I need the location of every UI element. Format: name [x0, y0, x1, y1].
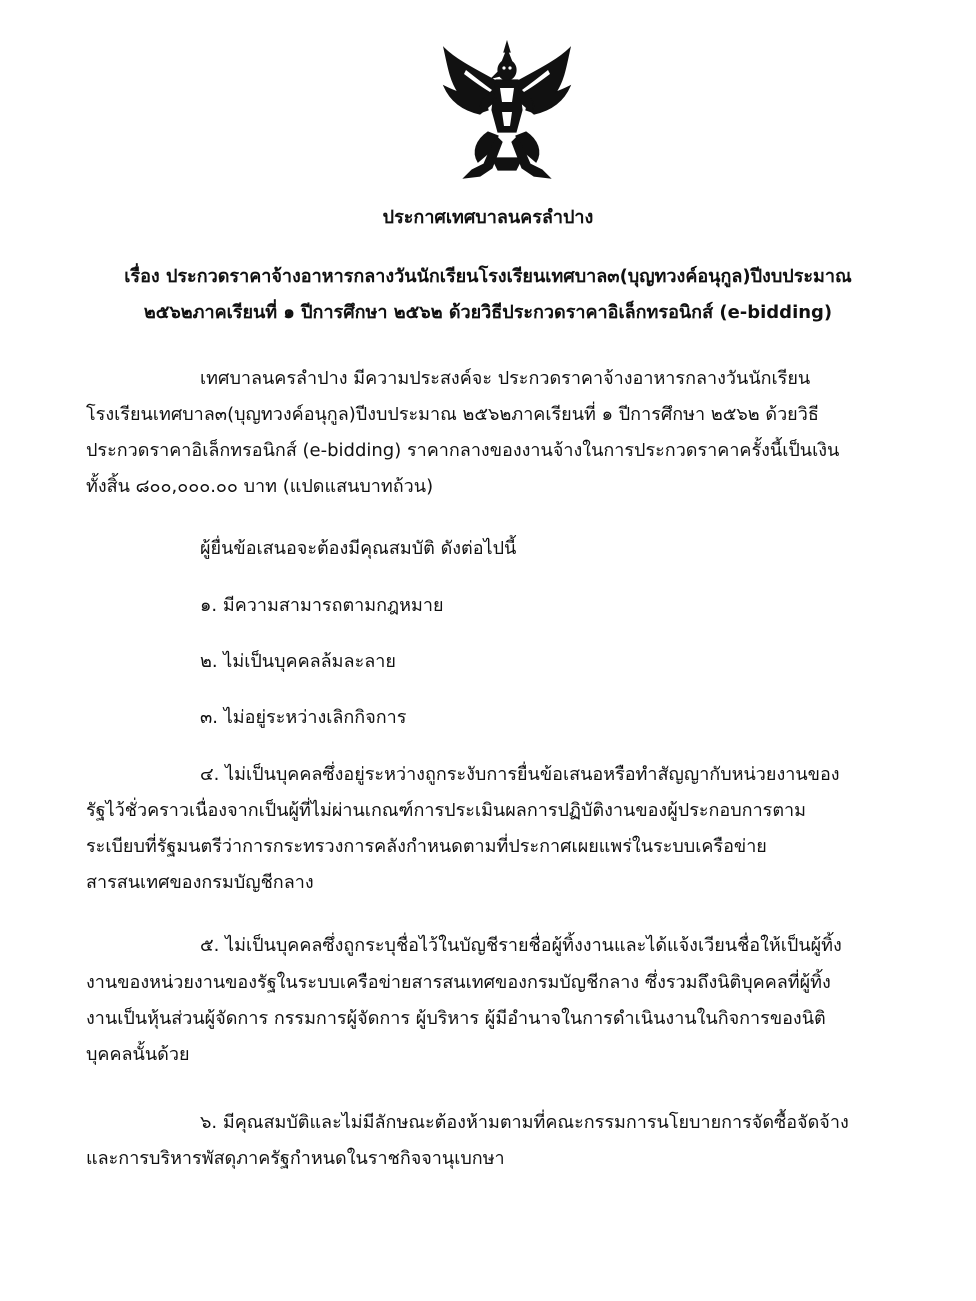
qualification-1: ๑. มีความสามารถตามกฎหมาย	[200, 595, 444, 616]
subject-line-1: เรื่อง ประกวดราคาจ้างอาหารกลางวันนักเรียนโรงเรียนเทศบาล๓(บุญทวงค์อนุกูล)ปีงบประมาณ	[124, 266, 852, 287]
intro-line-4: ทั้งสิ้น ๘๐๐,๐๐๐.๐๐ บาท (แปดแสนบาทถ้วน)	[86, 476, 434, 497]
announcement-subject	[80, 259, 896, 331]
intro-line-2: โรงเรียนเทศบาล๓(บุญทวงค์อนุกูล)ปีงบประมาณ ๒๕๖๒ภาคเรียนที่ ๑ ปีการศึกษา ๒๕๖๒ ด้วยวิธี	[86, 404, 819, 425]
qualification-2: ๒. ไม่เป็นบุคคลล้มละลาย	[200, 651, 396, 672]
qualification-5-line-4: บุคคลนั้นด้วย	[86, 1044, 190, 1065]
qualification-4-line-3: ระเบียบที่รัฐมนตรีว่าการกระทรวงการคลังกำหนดตามที่ประกาศเผยแพร่ในระบบเครือข่าย	[86, 836, 767, 857]
qualification-6-line-2: และการบริหารพัสดุภาครัฐกำหนดในราชกิจจานุเบกษา	[86, 1148, 505, 1169]
subject-line-2: ๒๕๖๒ภาคเรียนที่ ๑ ปีการศึกษา ๒๕๖๒ ด้วยวิธีประกวดราคาอิเล็กทรอนิกส์ (e-bidding)	[143, 302, 833, 323]
qualifications-heading: ผู้ยื่นข้อเสนอจะต้องมีคุณสมบัติ ดังต่อไปนี้	[200, 538, 517, 559]
qualification-5-line-1: ๕. ไม่เป็นบุคคลซึ่งถูกระบุชื่อไว้ในบัญชีรายชื่อผู้ทิ้งงานและได้แจ้งเวียนชื่อให้เป็นผู้ทิ้ง	[200, 935, 842, 956]
qualification-3: ๓. ไม่อยู่ระหว่างเลิกกิจการ	[200, 707, 407, 728]
qualification-5-line-2: งานของหน่วยงานของรัฐในระบบเครือข่ายสารสนเทศของกรมบัญชีกลาง ซึ่งรวมถึงนิติบุคคลที่ผู้ทิ้ง	[86, 972, 831, 993]
qualification-6-line-1: ๖. มีคุณสมบัติและไม่มีลักษณะต้องห้ามตามที่คณะกรรมการนโยบายการจัดซื้อจัดจ้าง	[200, 1112, 849, 1133]
garuda-emblem-icon	[436, 40, 578, 182]
qualification-4-line-4: สารสนเทศของกรมบัญชีกลาง	[86, 872, 314, 893]
qualification-4-line-2: รัฐไว้ชั่วคราวเนื่องจากเป็นผู้ที่ไม่ผ่านเกณฑ์การประเมินผลการปฏิบัติงานของผู้ประกอบการตาม	[86, 800, 806, 821]
intro-line-1: เทศบาลนครลำปาง มีความประสงค์จะ ประกวดราคาจ้างอาหารกลางวันนักเรียน	[200, 368, 811, 389]
qualification-5-line-3: งานเป็นหุ้นส่วนผู้จัดการ กรรมการผู้จัดการ ผู้บริหาร ผู้มีอำนาจในการดำเนินงานในกิจการของนิติ	[86, 1008, 826, 1029]
qualification-4-line-1: ๔. ไม่เป็นบุคคลซึ่งอยู่ระหว่างถูกระงับการยื่นข้อเสนอหรือทำสัญญากับหน่วยงานของ	[200, 764, 840, 785]
announcement-title: ประกาศเทศบาลนครลำปาง	[382, 207, 594, 228]
intro-line-3: ประกวดราคาอิเล็กทรอนิกส์ (e-bidding) ราคากลางของงานจ้างในการประกวดราคาครั้งนี้เป็นเงิน	[86, 440, 840, 461]
